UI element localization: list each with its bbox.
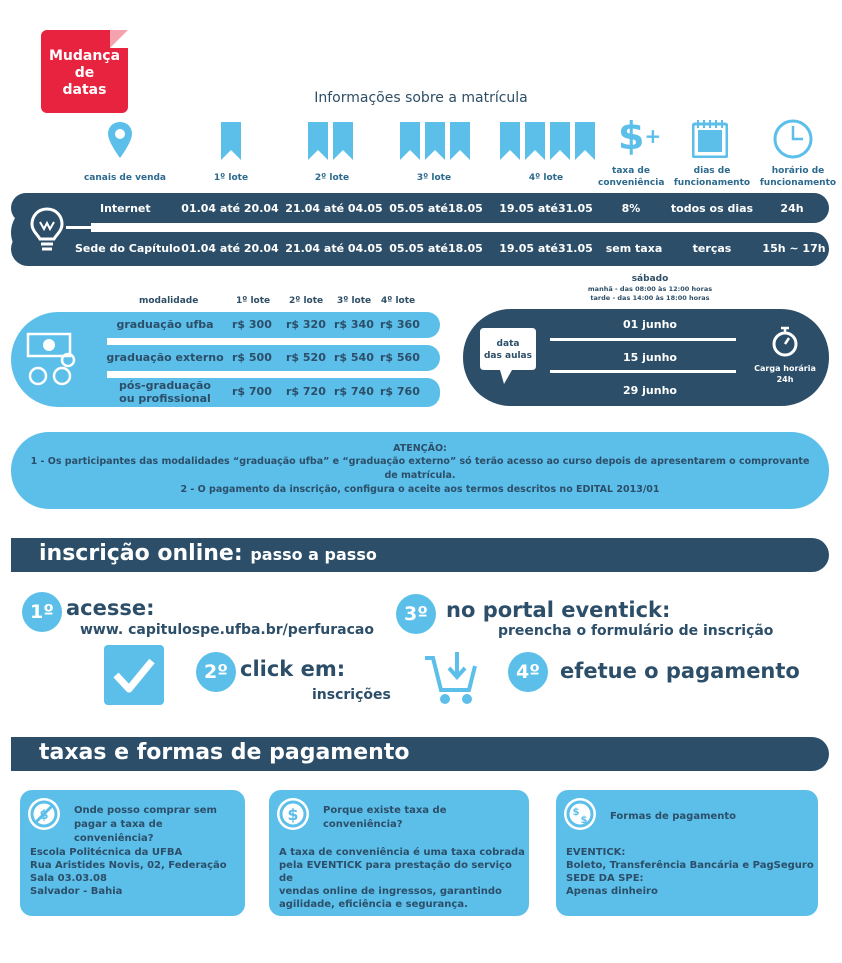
calendar-icon — [692, 120, 728, 158]
row2-l2: 21.04 até 04.05 — [285, 242, 383, 255]
step3-sub: preencha o formulário de inscrição — [498, 623, 774, 639]
badge-fold — [110, 30, 128, 48]
row2-l4: 19.05 até31.05 — [499, 242, 593, 255]
step4-number: 4º — [508, 652, 548, 692]
card-where-buy — [20, 790, 245, 916]
pricing-header-l3: 3º lote — [337, 296, 372, 306]
card1-question: Onde posso comprar sem pagar a taxa de conveniência? — [74, 805, 217, 844]
card-payment-methods — [556, 790, 818, 916]
dollar-plus-icon: $+ — [618, 114, 662, 158]
money-icon — [24, 332, 84, 390]
bookmarks-3-icon — [398, 122, 472, 162]
card3-question: Formas de pagamento — [610, 811, 737, 822]
row1-fee: 8% — [621, 202, 641, 215]
svg-text:$: $ — [287, 805, 299, 824]
header-lote4: 4º lote — [528, 173, 564, 183]
step1-number: 1º — [22, 592, 62, 632]
step3-title: no portal eventick: — [446, 598, 671, 622]
row1-channel: Internet — [100, 202, 151, 215]
date-line-1 — [550, 338, 736, 341]
card2-body: A taxa de conveniência é uma taxa cobrada pela EVENTICK para prestação do serviço de vendas online de ingressos, garantindo agilidade, eficiência e segurança. — [279, 847, 525, 910]
price-row3-p1: r$ 700 — [232, 385, 272, 398]
notice-line1b: de matrícula. — [384, 470, 456, 481]
section-inscricao-title — [39, 541, 377, 566]
header-lote2: 2º lote — [314, 173, 350, 183]
dollar-icon — [277, 798, 309, 830]
price-row1-p4: r$ 360 — [380, 318, 420, 331]
page-title: Informações sobre a matrícula — [314, 90, 528, 106]
class-date-3: 29 junho — [623, 384, 677, 397]
svg-text:$: $ — [580, 815, 588, 826]
section-taxas — [11, 737, 829, 771]
row2-fee: sem taxa — [605, 242, 663, 255]
checkbox-icon — [104, 645, 164, 705]
workload-label: Carga horária — [754, 364, 816, 373]
price-row1-p2: r$ 320 — [286, 318, 326, 331]
pricing-header-l4: 4º lote — [381, 296, 416, 306]
row1-l3: 05.05 até18.05 — [389, 202, 483, 215]
svg-text:$: $ — [572, 807, 580, 818]
class-date-1: 01 junho — [623, 318, 677, 331]
row2-l1: 01.04 até 20.04 — [181, 242, 279, 255]
saturday-label: sábado — [631, 274, 669, 284]
bubble-text: data das aulas — [483, 339, 532, 361]
afternoon-hours: tarde - das 14:00 às 18:00 horas — [590, 294, 710, 302]
step1-title: acesse: — [66, 596, 155, 620]
stopwatch-icon — [770, 326, 800, 358]
row2-l3: 05.05 até18.05 — [389, 242, 483, 255]
header-canais: canais de venda — [83, 173, 167, 183]
price-row2-p4: r$ 560 — [380, 351, 420, 364]
row2-days: terças — [692, 242, 732, 255]
row1-hours: 24h — [780, 202, 804, 215]
row2-channel: Sede do Capítulo — [75, 242, 181, 255]
notice-line2: 2 - O pagamento da inscrição, configura o aceite aos termos descritos no EDITAL 2013/01 — [180, 484, 660, 495]
location-pin-icon — [107, 120, 133, 160]
pricing-header-mod: modalidade — [139, 296, 199, 306]
section-inscricao — [11, 538, 829, 572]
step3-number: 3º — [396, 594, 436, 634]
card1-body: Escola Politécnica da UFBA Rua Aristides Novis, 02, Federação Sala 03.03.08 Salvador - Bahia — [30, 847, 227, 897]
price-row2-p2: r$ 520 — [286, 351, 326, 364]
notice-line1: 1 - Os participantes das modalidades “graduação ufba” e “graduação externo” só terão acesso ao curso depois de apresentarem o comprovante — [30, 456, 810, 467]
bookmark-icon — [219, 122, 243, 162]
step4-title: efetue o pagamento — [560, 659, 800, 683]
badge-text: Mudança de datas — [48, 48, 121, 98]
workload-value: 24h — [776, 375, 794, 384]
lightbulb-icon — [30, 207, 64, 257]
section-inscricao-main: inscrição online: — [39, 541, 243, 566]
notice-title: ATENÇÃO: — [393, 443, 447, 454]
row1-l4: 19.05 até31.05 — [499, 202, 593, 215]
pricing-header-l1: 1º lote — [236, 296, 271, 306]
header-lote3: 3º lote — [416, 173, 452, 183]
step1-url[interactable]: www. capitulospe.ufba.br/perfuracao — [80, 622, 374, 638]
no-fee-icon — [28, 798, 60, 830]
row1-l1: 01.04 até 20.04 — [181, 202, 279, 215]
price-row3-p2: r$ 720 — [286, 385, 326, 398]
date-line-2 — [550, 370, 736, 373]
pricing-header-l2: 2º lote — [289, 296, 324, 306]
card2-question: Porque existe taxa de conveniência? — [323, 805, 447, 830]
price-row3-name: pós-graduação ou profissional — [119, 379, 211, 405]
bookmarks-4-icon — [498, 122, 598, 162]
price-row2-p3: r$ 540 — [334, 351, 374, 364]
price-row2-name: graduação externo — [106, 351, 224, 364]
price-row2-p1: r$ 500 — [232, 351, 272, 364]
header-lote1: 1º lote — [213, 173, 249, 183]
step2-link[interactable]: inscrições — [312, 687, 391, 703]
price-row3-p3: r$ 740 — [334, 385, 374, 398]
row1-days: todos os dias — [670, 202, 754, 215]
sales-divider — [66, 226, 806, 229]
price-row3-p4: r$ 760 — [380, 385, 420, 398]
morning-hours: manhã - das 08:00 às 12:00 horas — [587, 285, 713, 293]
card3-body: EVENTICK: Boleto, Transferência Bancária e PagSeguro SEDE DA SPE: Apenas dinheiro — [566, 847, 814, 897]
row1-l2: 21.04 até 04.05 — [285, 202, 383, 215]
price-row1-p3: r$ 340 — [334, 318, 374, 331]
row2-hours: 15h ~ 17h — [762, 242, 826, 255]
clock-icon — [770, 118, 816, 160]
svg-text:$: $ — [39, 808, 49, 823]
payment-exchange-icon — [564, 798, 596, 830]
price-row1-p1: r$ 300 — [232, 318, 272, 331]
shopping-cart-icon — [423, 650, 481, 706]
header-dias: dias de funcionamento — [673, 166, 751, 188]
card-why-fee — [269, 790, 529, 916]
bookmarks-2-icon — [306, 122, 356, 162]
section-taxas-title: taxas e formas de pagamento — [39, 740, 410, 765]
header-horario: horário de funcionamento — [759, 166, 837, 188]
header-taxa: taxa de conveniência — [598, 166, 665, 188]
step2-number: 2º — [196, 652, 236, 692]
class-date-2: 15 junho — [623, 351, 677, 364]
step2-title: click em: — [240, 657, 346, 681]
section-inscricao-sub: passo a passo — [250, 545, 377, 564]
price-row1-name: graduação ufba — [116, 318, 214, 331]
